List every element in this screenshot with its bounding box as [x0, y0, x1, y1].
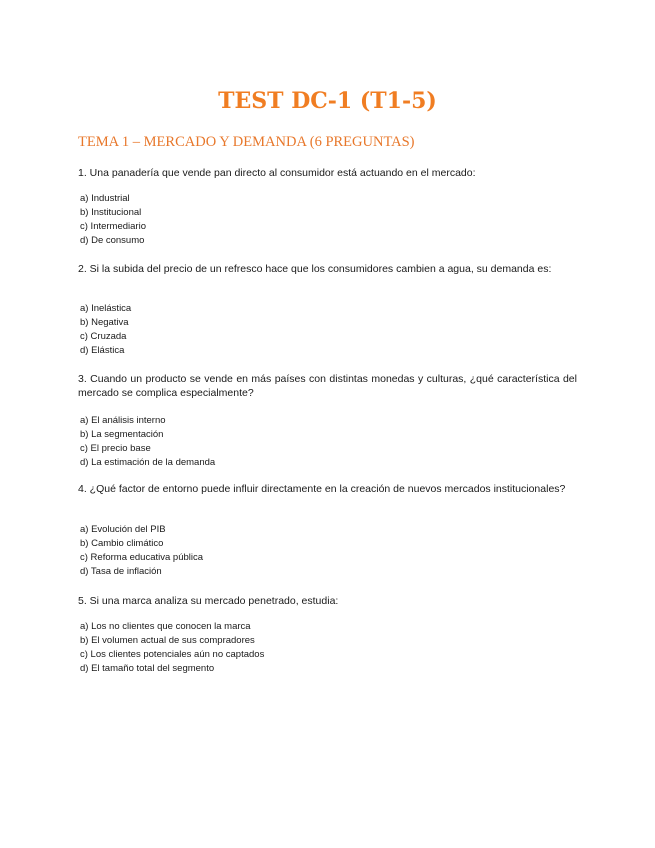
question-1-options [80, 192, 146, 248]
option-a: a) Los no clientes que conocen la marca [80, 621, 251, 632]
question-4-options [80, 523, 203, 579]
option-d: d) El tamaño total del segmento [80, 663, 215, 674]
option-b: b) Institucional [80, 207, 142, 218]
option-a: a) El análisis interno [80, 415, 166, 426]
option-a: a) Industrial [80, 193, 130, 204]
question-3-text: 3. Cuando un producto se vende en más países con distintas monedas y culturas, ¿qué característica del mercado se complica especialmente? [78, 373, 577, 399]
option-b: b) La segmentación [80, 429, 164, 440]
option-b: b) El volumen actual de sus compradores [80, 635, 255, 646]
option-d: d) De consumo [80, 235, 145, 246]
question-5-text: 5. Si una marca analiza su mercado penetrado, estudia: [78, 595, 339, 607]
question-2-text: 2. Si la subida del precio de un refresco hace que los consumidores cambien a agua, su demanda es: [78, 263, 552, 275]
option-c: c) El precio base [80, 443, 151, 454]
question-1-text: 1. Una panadería que vende pan directo al consumidor está actuando en el mercado: [78, 167, 476, 179]
option-d: d) Tasa de inflación [80, 566, 162, 577]
section-heading: TEMA 1 – MERCADO Y DEMANDA (6 PREGUNTAS) [78, 134, 415, 150]
option-c: c) Reforma educativa pública [80, 552, 204, 563]
question-5-options [80, 620, 264, 676]
question-2-options [80, 302, 131, 358]
document-title: TEST DC-1 (T1-5) [218, 88, 437, 114]
option-b: b) Negativa [80, 317, 129, 328]
option-a: a) Inelástica [80, 303, 132, 314]
option-d: d) Elástica [80, 345, 125, 356]
question-4-text: 4. ¿Qué factor de entorno puede influir directamente en la creación de nuevos mercados institucionales? [78, 483, 566, 495]
option-c: c) Los clientes potenciales aún no captados [80, 649, 265, 660]
option-d: d) La estimación de la demanda [80, 457, 216, 468]
option-a: a) Evolución del PIB [80, 524, 166, 535]
option-b: b) Cambio climático [80, 538, 164, 549]
option-c: c) Cruzada [80, 331, 127, 342]
question-3-options [80, 414, 215, 470]
option-c: c) Intermediario [80, 221, 146, 232]
